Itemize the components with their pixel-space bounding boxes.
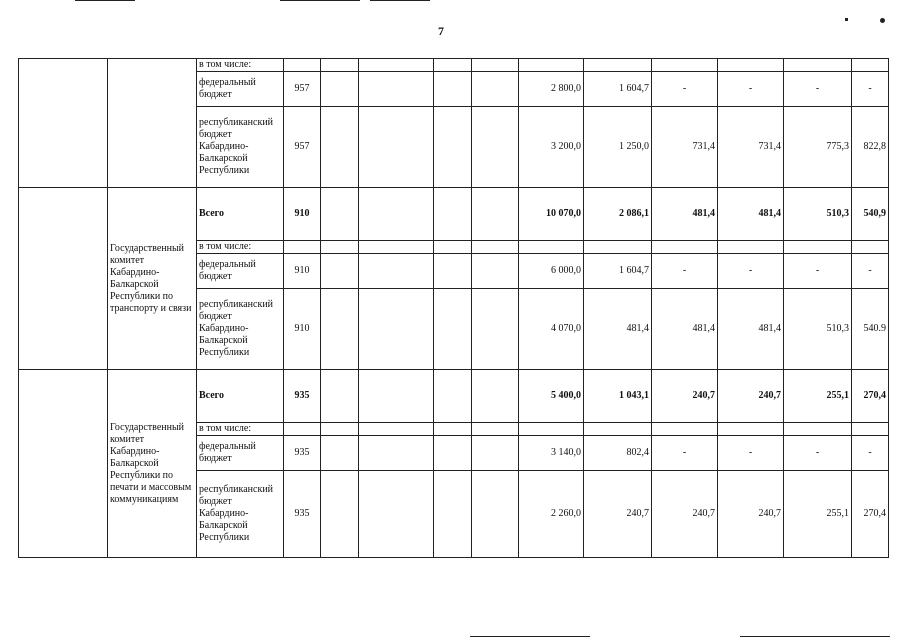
empty-cell (434, 289, 472, 370)
empty-cell (321, 471, 359, 558)
budget-type-cell: Всего (197, 188, 284, 241)
value-cell: 822,8 (852, 107, 889, 188)
value-cell: 270,4 (852, 471, 889, 558)
budget-type-cell: федеральный бюджет (197, 436, 284, 471)
value-cell: - (652, 72, 718, 107)
value-cell: 481,4 (652, 289, 718, 370)
table-row (19, 370, 889, 423)
empty-cell (472, 107, 519, 188)
empty-cell (652, 423, 718, 436)
empty-cell (472, 436, 519, 471)
value-cell: 481,4 (718, 289, 784, 370)
value-cell: - (784, 436, 852, 471)
empty-cell (359, 370, 434, 423)
scan-mark (880, 18, 885, 23)
budget-type-cell: в том числе: (197, 241, 284, 254)
code-cell: 910 (284, 188, 321, 241)
table-row (19, 188, 889, 241)
budget-type-cell: в том числе: (197, 59, 284, 72)
empty-cell (584, 59, 652, 72)
value-cell: - (718, 72, 784, 107)
empty-cell (434, 241, 472, 254)
value-cell: 481,4 (718, 188, 784, 241)
code-cell: 935 (284, 370, 321, 423)
value-cell: - (852, 436, 889, 471)
empty-cell (321, 289, 359, 370)
value-cell: 2 260,0 (519, 471, 584, 558)
empty-cell (359, 289, 434, 370)
value-cell: 4 070,0 (519, 289, 584, 370)
empty-cell (472, 59, 519, 72)
empty-cell (19, 59, 108, 188)
empty-cell (784, 241, 852, 254)
empty-cell (584, 241, 652, 254)
budget-type-cell: в том числе: (197, 423, 284, 436)
empty-cell (434, 188, 472, 241)
page-number: 7 (438, 24, 444, 38)
empty-cell (784, 423, 852, 436)
empty-cell (718, 241, 784, 254)
empty-cell (321, 59, 359, 72)
empty-cell (359, 59, 434, 72)
empty-cell (434, 107, 472, 188)
budget-table (18, 58, 889, 558)
value-cell: 3 140,0 (519, 436, 584, 471)
value-cell: 775,3 (784, 107, 852, 188)
empty-cell (321, 241, 359, 254)
value-cell: 270,4 (852, 370, 889, 423)
budget-type-cell: республиканский бюджет Кабардино-Балкарской Республики (197, 107, 284, 188)
scan-mark (845, 18, 848, 21)
empty-cell (784, 59, 852, 72)
empty-cell (434, 59, 472, 72)
empty-cell (519, 59, 584, 72)
empty-cell (434, 423, 472, 436)
scan-mark (470, 636, 590, 637)
value-cell: 1 250,0 (584, 107, 652, 188)
value-cell: 240,7 (652, 471, 718, 558)
empty-cell (852, 59, 889, 72)
value-cell: 240,7 (584, 471, 652, 558)
value-cell: 731,4 (652, 107, 718, 188)
code-cell: 910 (284, 254, 321, 289)
empty-cell (19, 188, 108, 370)
empty-cell (359, 188, 434, 241)
value-cell: 510,3 (784, 188, 852, 241)
budget-table-body (19, 59, 889, 558)
empty-cell (321, 436, 359, 471)
empty-cell (321, 188, 359, 241)
empty-cell (852, 423, 889, 436)
budget-type-cell: республиканский бюджет Кабардино-Балкарской Республики (197, 289, 284, 370)
empty-cell (652, 241, 718, 254)
value-cell: 1 604,7 (584, 72, 652, 107)
empty-cell (321, 72, 359, 107)
empty-cell (519, 241, 584, 254)
value-cell: - (852, 72, 889, 107)
value-cell: - (652, 254, 718, 289)
empty-cell (718, 59, 784, 72)
empty-cell (472, 370, 519, 423)
value-cell: 2 800,0 (519, 72, 584, 107)
empty-cell (359, 436, 434, 471)
empty-cell (434, 254, 472, 289)
code-cell: 935 (284, 436, 321, 471)
budget-type-cell: Всего (197, 370, 284, 423)
code-cell: 957 (284, 107, 321, 188)
empty-cell (472, 471, 519, 558)
empty-cell (321, 423, 359, 436)
empty-cell (321, 107, 359, 188)
table-row (19, 59, 889, 72)
budget-type-cell: республиканский бюджет Кабардино-Балкарской Республики (197, 471, 284, 558)
value-cell: 255,1 (784, 471, 852, 558)
value-cell: 5 400,0 (519, 370, 584, 423)
value-cell: 240,7 (718, 471, 784, 558)
value-cell: - (718, 436, 784, 471)
organization-cell: Государственный комитет Кабардино-Балкарской Республики по транспорту и связи (108, 188, 197, 370)
value-cell: - (718, 254, 784, 289)
empty-cell (472, 289, 519, 370)
value-cell: 540.9 (852, 289, 889, 370)
empty-cell (652, 59, 718, 72)
value-cell: 1 043,1 (584, 370, 652, 423)
value-cell: 540,9 (852, 188, 889, 241)
value-cell: - (784, 72, 852, 107)
value-cell: 1 604,7 (584, 254, 652, 289)
value-cell: 802,4 (584, 436, 652, 471)
empty-cell (434, 72, 472, 107)
value-cell: 10 070,0 (519, 188, 584, 241)
value-cell: 6 000,0 (519, 254, 584, 289)
value-cell: 255,1 (784, 370, 852, 423)
scan-mark (370, 0, 430, 1)
value-cell: 481,4 (584, 289, 652, 370)
empty-cell (472, 241, 519, 254)
value-cell: - (784, 254, 852, 289)
budget-type-cell: федеральный бюджет (197, 254, 284, 289)
empty-cell (359, 107, 434, 188)
empty-cell (19, 370, 108, 558)
value-cell: 3 200,0 (519, 107, 584, 188)
empty-cell (434, 370, 472, 423)
organization-cell: Государственный комитет Кабардино-Балкарской Республики по печати и массовым коммуникациям (108, 370, 197, 558)
value-cell: 510,3 (784, 289, 852, 370)
empty-cell (359, 241, 434, 254)
organization-cell (108, 59, 197, 188)
value-cell: 2 086,1 (584, 188, 652, 241)
code-cell: 957 (284, 72, 321, 107)
empty-cell (519, 423, 584, 436)
empty-cell (472, 188, 519, 241)
empty-cell (284, 241, 321, 254)
empty-cell (584, 423, 652, 436)
scan-mark (280, 0, 360, 1)
empty-cell (852, 241, 889, 254)
code-cell: 935 (284, 471, 321, 558)
empty-cell (321, 370, 359, 423)
value-cell: 240,7 (718, 370, 784, 423)
empty-cell (359, 423, 434, 436)
value-cell: - (652, 436, 718, 471)
code-cell: 910 (284, 289, 321, 370)
empty-cell (472, 423, 519, 436)
empty-cell (434, 436, 472, 471)
scan-mark (740, 636, 890, 637)
scan-mark (75, 0, 135, 1)
value-cell: - (852, 254, 889, 289)
empty-cell (434, 471, 472, 558)
empty-cell (472, 254, 519, 289)
empty-cell (472, 72, 519, 107)
value-cell: 240,7 (652, 370, 718, 423)
empty-cell (718, 423, 784, 436)
budget-type-cell: федеральный бюджет (197, 72, 284, 107)
empty-cell (284, 59, 321, 72)
value-cell: 731,4 (718, 107, 784, 188)
empty-cell (359, 471, 434, 558)
empty-cell (321, 254, 359, 289)
empty-cell (359, 254, 434, 289)
empty-cell (284, 423, 321, 436)
empty-cell (359, 72, 434, 107)
value-cell: 481,4 (652, 188, 718, 241)
